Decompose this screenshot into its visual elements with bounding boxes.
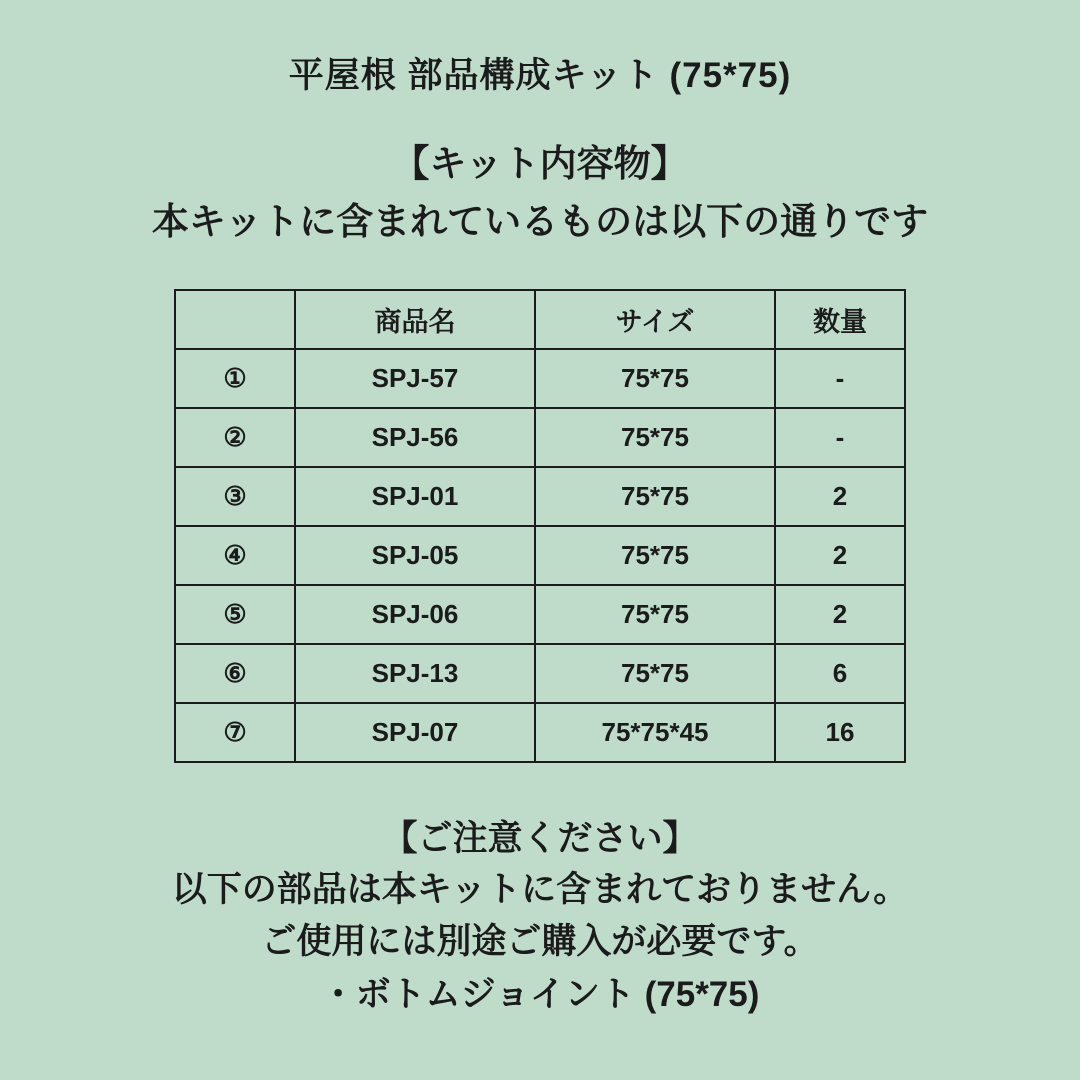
cell-quantity: 2: [775, 585, 905, 644]
table-header-row: [175, 290, 905, 349]
notice-section: [172, 815, 908, 1019]
cell-quantity: -: [775, 349, 905, 408]
notice-heading: 【ご注意ください】: [382, 818, 698, 858]
cell-index: ⑤: [175, 585, 295, 644]
cell-index: ⑦: [175, 703, 295, 762]
cell-index: ④: [175, 526, 295, 585]
cell-product-name: SPJ-57: [295, 349, 535, 408]
cell-quantity: 2: [775, 467, 905, 526]
cell-size: 75*75*45: [535, 703, 775, 762]
column-header-index: [175, 290, 295, 349]
cell-size: 75*75: [535, 408, 775, 467]
cell-index: ①: [175, 349, 295, 408]
table-row: [175, 644, 905, 703]
cell-size: 75*75: [535, 526, 775, 585]
table-row: [175, 526, 905, 585]
page-title: 平屋根 部品構成キット (75*75): [288, 56, 792, 95]
column-header-quantity: 数量: [775, 290, 905, 349]
cell-size: 75*75: [535, 349, 775, 408]
contents-subheading: 本キットに含まれているものは以下の通りです: [151, 200, 929, 242]
table-row: [175, 467, 905, 526]
cell-product-name: SPJ-05: [295, 526, 535, 585]
table-row: [175, 585, 905, 644]
table-row: [175, 349, 905, 408]
cell-quantity: 16: [775, 703, 905, 762]
cell-quantity: 6: [775, 644, 905, 703]
cell-product-name: SPJ-06: [295, 585, 535, 644]
notice-line-3: ・ボトムジョイント (75*75): [320, 974, 760, 1014]
kit-contents-table: [174, 289, 906, 763]
cell-quantity: 2: [775, 526, 905, 585]
notice-line-1: 以下の部品は本キットに含まれておりません。: [171, 870, 909, 910]
cell-size: 75*75: [535, 585, 775, 644]
cell-product-name: SPJ-07: [295, 703, 535, 762]
cell-product-name: SPJ-13: [295, 644, 535, 703]
cell-size: 75*75: [535, 467, 775, 526]
column-header-size: サイズ: [535, 290, 775, 349]
contents-heading: 【キット内容物】: [392, 143, 688, 184]
cell-product-name: SPJ-01: [295, 467, 535, 526]
cell-product-name: SPJ-56: [295, 408, 535, 467]
cell-index: ③: [175, 467, 295, 526]
table-row: [175, 408, 905, 467]
cell-index: ②: [175, 408, 295, 467]
table-row: [175, 703, 905, 762]
cell-size: 75*75: [535, 644, 775, 703]
cell-index: ⑥: [175, 644, 295, 703]
cell-quantity: -: [775, 408, 905, 467]
notice-line-2: ご使用には別途ご購入が必要です。: [261, 922, 819, 962]
column-header-product-name: 商品名: [295, 290, 535, 349]
kit-contents-table-wrap: [174, 289, 906, 763]
